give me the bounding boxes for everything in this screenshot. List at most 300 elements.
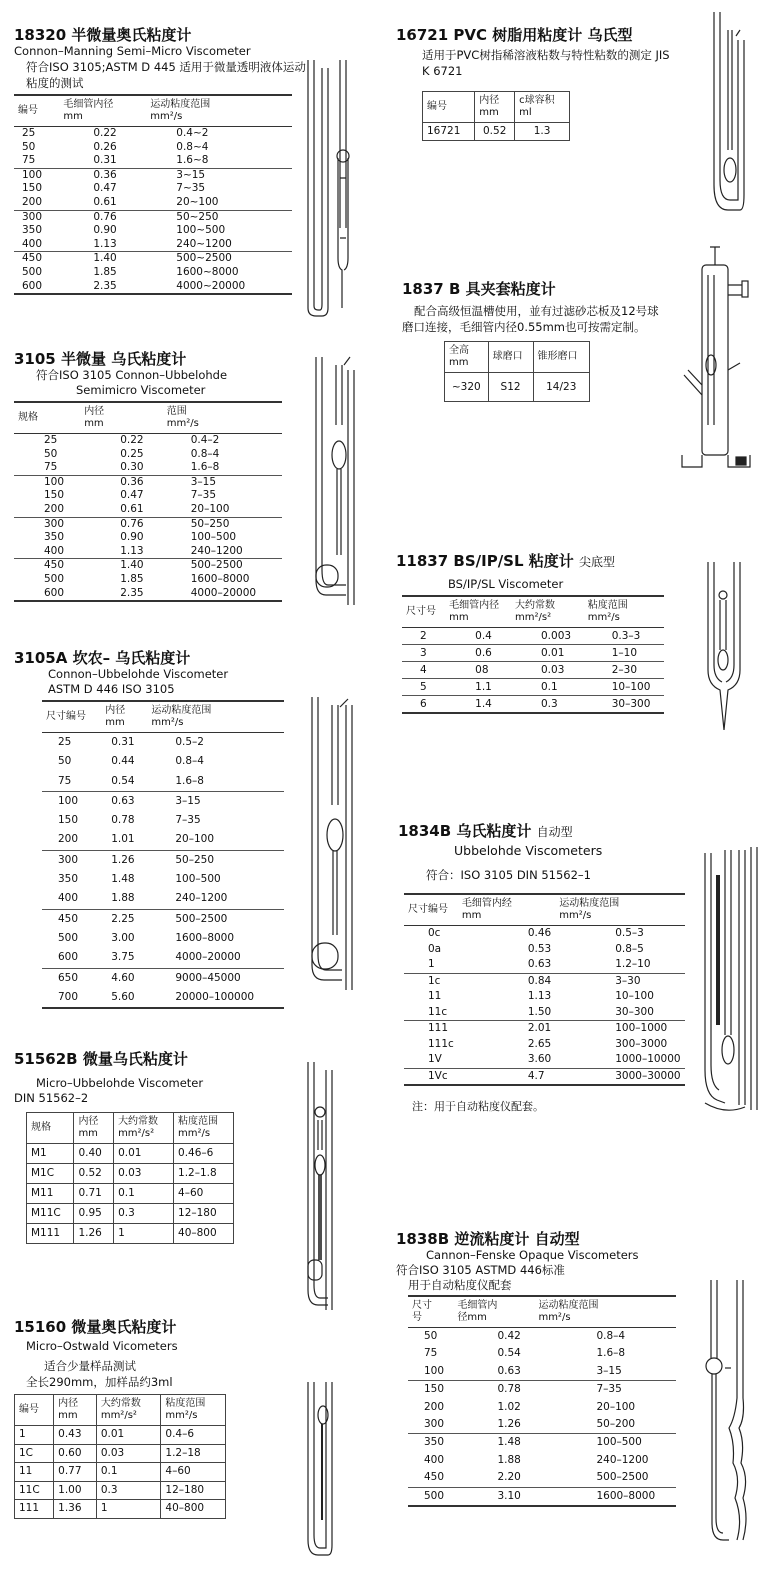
table-cell: 7–35 [190,489,217,502]
table-cell: M1 [27,1144,74,1164]
table-header: 编号 [14,95,59,127]
table-cell: 1.48 [453,1434,534,1452]
table-cell: 600 [58,951,79,964]
table-row [404,973,685,989]
table-row [27,1164,234,1184]
table-cell: 4–60 [174,1184,234,1204]
table-row [15,1500,226,1519]
table-cell: 0.01 [114,1144,174,1164]
section-18320 [14,26,304,295]
note-1834b: 注：用于自动粘度仪配套。 [412,1100,544,1113]
table-cell: 3.60 [527,1053,552,1065]
table-11837 [402,595,664,714]
table-cell: 4–60 [161,1463,226,1482]
subtitle-3105a-2: ASTM D 446 ISO 3105 [48,682,175,696]
table-15160 [14,1394,226,1519]
table-cell: 0.5–2 [175,736,204,748]
viscometer-11837-illustration [700,560,750,740]
table-cell: 1 [15,1426,54,1445]
table-cell: 1000–10000 [615,1053,681,1065]
table-cell: 0.78 [111,814,135,827]
table-cell: 1600–8000 [190,572,250,585]
table-cell: 1.26 [74,1224,114,1244]
table-cell: 16721 [423,123,475,141]
table-cell: 12–180 [174,1204,234,1224]
table-row [14,503,282,517]
subtitle-51562b-2: DIN 51562–2 [14,1091,89,1105]
table-cell: 0.40 [74,1144,114,1164]
table-header: 粘度范围 mm²/s [584,596,664,628]
table-row [15,1463,226,1482]
viscometer-1838b-illustration [705,1278,755,1558]
table-cell: 0.3 [96,1481,161,1500]
table-cell: 700 [42,988,101,1008]
table-cell: 3.00 [111,931,135,944]
table-cell: 100–1000 [555,1021,684,1037]
table-cell: 350 [408,1434,453,1452]
table-cell: 200 [44,502,65,515]
table-cell: 500–2500 [596,1471,649,1484]
table-cell: 1.1 [445,679,511,696]
table-cell: 0.90 [93,224,117,237]
table-cell: 400 [58,892,79,905]
table-row [14,141,292,155]
section-15160 [14,1318,304,1519]
table-cell: 7–35 [534,1381,676,1399]
table-cell: 1.36 [54,1500,97,1519]
table-row [14,127,292,141]
table-row [14,252,292,266]
table-cell: 1 [96,1500,161,1519]
table-row [42,948,284,968]
table-row [42,733,284,753]
table-cell: 4000–20000 [175,951,241,964]
table-row [14,517,282,531]
table-cell: 0.6 [445,645,511,662]
table-cell: 450 [42,909,101,929]
table-cell: 0.46–6 [174,1144,234,1164]
table-header: 内径 mm [54,1395,97,1426]
title-11837-main: 11837 BS/IP/SL 粘度计 [396,552,574,570]
table-cell: 0.01 [511,645,584,662]
table-cell: 30–300 [584,696,664,714]
table-cell: 3–15 [147,791,284,811]
table-cell: 1.3 [515,123,570,141]
subtitle-1834b-1: Ubbelohde Viscometers [454,843,603,858]
table-cell: 7–35 [175,814,201,827]
table-row [14,475,282,489]
table-row [14,154,292,168]
table-cell: 1.88 [111,892,135,905]
table-row [42,929,284,948]
subtitle-1834b-2: 符合：ISO 3105 DIN 51562–1 [426,868,591,882]
table-row [42,968,284,988]
table-cell: 9000–45000 [147,968,284,988]
table-cell: 0.26 [93,140,117,153]
table-cell: 240–1200 [175,892,228,905]
table-cell: 75 [58,774,72,787]
table-cell: 5.60 [101,988,147,1008]
table-cell: M11 [27,1184,74,1204]
table-row [42,850,284,870]
table-cell: 0.54 [497,1347,521,1360]
table-cell: 1.2–10 [615,958,651,970]
table-header: 范围 mm²/s [163,402,282,434]
table-cell: 0.4–2 [190,434,220,446]
table-cell: 400 [22,237,43,250]
table-cell: 0.47 [93,182,117,195]
table-cell: 0.53 [527,942,552,955]
table-cell: 7~35 [176,182,206,195]
table-cell: 100 [14,475,80,489]
table-header: 运动粘度范围 mm²/s [534,1296,676,1328]
table-cell: 3–15 [163,475,282,489]
table-header: 尺寸编号 [42,701,101,733]
table-cell: 0.71 [74,1184,114,1204]
desc-16721: 适用于PVC树指稀溶液粘数与特性粘数的测定 JIS K 6721 [422,48,670,78]
table-cell: 350 [44,531,65,544]
table-3105 [14,401,282,602]
table-row [27,1144,234,1164]
table-row [408,1434,676,1452]
table-row [15,1481,226,1500]
table-cell: 2 [420,630,427,642]
table-row [423,123,570,141]
table-cell: 1c [404,973,458,989]
table-row [14,531,282,545]
table-cell: 1.48 [111,873,135,886]
table-cell: 0.54 [111,774,135,787]
table-cell: 10–100 [584,679,664,696]
table-cell: 1.02 [497,1400,521,1413]
table-cell: 600 [14,280,59,295]
table-cell: 2.65 [527,1037,552,1050]
table-cell: 100 [42,791,101,811]
table-row [14,210,292,224]
table-cell: 0.84 [458,973,555,989]
table-cell: 500–2500 [147,909,284,929]
table-cell: 1.13 [120,544,144,557]
table-row [408,1452,676,1469]
table-row [14,448,282,462]
table-cell: 0.47 [120,489,144,502]
table-row [14,489,282,503]
table-row [408,1487,676,1506]
title-51562b: 51562B 微量乌氏粘度计 [14,1050,188,1068]
table-cell: 12–180 [161,1481,226,1500]
table-cell: 2.25 [101,909,147,929]
table-cell: 75 [44,461,58,474]
table-cell: 100 [14,168,59,182]
table-cell: 0.78 [453,1381,534,1399]
title-16721: 16721 PVC 树脂用粘度计 乌氏型 [396,26,633,44]
table-cell: 300 [14,210,59,224]
table-cell: 0.1 [96,1463,161,1482]
table-cell: 0.46 [527,927,552,939]
table-cell: M111 [27,1224,74,1244]
table-cell: 0.42 [497,1330,521,1342]
table-18320 [14,94,292,295]
table-cell: 450 [14,559,80,573]
table-cell: 1 [114,1224,174,1244]
table-cell: 0.8–4 [190,447,220,460]
table-row [402,628,664,645]
table-cell: 2.01 [458,1021,555,1037]
table-row [14,587,282,602]
table-cell: 1.6–8 [596,1347,626,1360]
table-row [14,224,292,238]
table-header: 内径 mm [80,402,163,434]
table-cell: 1.2–1.8 [174,1164,234,1184]
table-row [14,238,292,252]
table-cell: 2.35 [59,280,146,295]
table-3105a [42,700,284,1009]
table-row [404,1052,685,1068]
subtitle-3105-2: Semimicro Viscometer [76,383,206,397]
table-header: 编号 [15,1395,54,1426]
table-row [42,772,284,792]
table-header: 粘度范围 mm²/s [174,1113,234,1144]
viscometer-51562b-illustration [300,1060,340,1315]
table-cell: 1.13 [93,237,117,250]
table-cell: 10–100 [615,990,654,1002]
table-cell: 1 [428,958,435,970]
table-row [404,957,685,973]
table-cell: 1.01 [111,833,135,846]
table-cell: 1Vc [404,1068,458,1085]
table-cell: 11 [15,1463,54,1482]
table-cell: 111c [428,1037,454,1050]
table-cell: 14/23 [533,373,589,402]
table-row [42,909,284,929]
table-row [404,942,685,958]
table-cell: 1.85 [120,572,144,585]
table-51562b [26,1112,234,1244]
table-cell: 0.61 [93,195,117,208]
table-header: 锥形磨口 [533,342,589,373]
table-cell: 3.10 [453,1487,534,1506]
table-cell: 150 [44,489,65,502]
table-header: 内径 mm [101,701,147,733]
table-row [42,870,284,889]
table-cell: 0.31 [111,736,135,748]
table-cell: 150 [58,814,79,827]
table-cell: 500 [22,265,43,278]
table-cell: 450 [424,1471,445,1484]
desc-15160-1: 适合少量样品测试 [44,1359,136,1373]
table-row [408,1416,676,1434]
table-cell: 50 [58,755,72,768]
table-cell: 0.03 [96,1444,161,1463]
table-cell: 50 [22,140,36,153]
section-16721 [396,26,686,141]
viscometer-1837b-illustration [680,245,755,475]
table-cell: 200 [22,195,43,208]
table-header: 大约常数 mm²/s² [96,1395,161,1426]
table-cell: 3–30 [555,973,684,989]
subtitle-11837: BS/IP/SL Viscometer [448,577,564,591]
table-row [404,1068,685,1085]
table-cell: 75 [424,1347,438,1360]
table-cell: 1.40 [80,559,163,573]
table-row [402,662,664,679]
table-cell: 3~15 [146,168,292,182]
table-cell: 0.90 [120,531,144,544]
table-row [15,1426,226,1445]
table-row [14,182,292,196]
table-cell: 0.4 [475,630,492,642]
table-cell: 1.13 [527,990,552,1002]
table-header: 尺寸 号 [408,1296,453,1328]
table-cell: 0.25 [120,447,144,460]
table-1837b [444,341,590,402]
table-cell: 0.3 [114,1204,174,1224]
title-1834b-type: 自动型 [536,825,573,839]
table-cell: 20000–100000 [147,988,284,1008]
table-cell: 50 [424,1330,438,1342]
table-cell: 0.31 [93,154,117,167]
table-cell: 11c [428,1005,448,1018]
table-header: 全高 mm [445,342,489,373]
table-cell: 0.30 [120,461,144,474]
table-cell: 0.43 [54,1426,97,1445]
section-3105a [14,649,304,1009]
table-cell: 1.50 [527,1005,552,1018]
table-row [408,1345,676,1362]
desc-18320: 符合ISO 3105;ASTM D 445 适用于微量透明液体运动粘度的测试 [26,60,306,90]
table-cell: 1C [15,1444,54,1463]
table-header: c球容积 ml [515,92,570,123]
title-11837-type: 尖底型 [579,555,616,569]
table-header: 运动粘度范围 mm²/s [146,95,292,127]
table-cell: 50–250 [147,850,284,870]
table-cell: 50–250 [163,517,282,531]
table-cell: 4000–20000 [163,587,282,602]
table-cell: 200 [58,833,79,846]
table-cell: 0.8–5 [615,942,644,955]
viscometer-16721-illustration [700,10,750,220]
section-1834b [398,822,688,1114]
table-cell: 0c [428,927,441,939]
table-row [14,168,292,182]
table-cell: 0.8–4 [175,755,204,768]
table-cell: 1.00 [54,1481,97,1500]
table-1838b [408,1295,676,1507]
table-cell: 0.003 [541,630,572,642]
table-cell: 4000~20000 [146,280,292,295]
table-row [404,989,685,1005]
table-row [14,266,292,280]
table-cell: 20~100 [176,195,219,208]
table-row [404,1005,685,1021]
table-cell: 0.36 [80,475,163,489]
table-row [14,573,282,587]
table-cell: 25 [58,736,72,748]
table-header: 大约常数 mm²/s² [114,1113,174,1144]
table-cell: 0.4–6 [161,1426,226,1445]
section-11837 [396,552,686,714]
table-cell: 0.36 [59,168,146,182]
table-cell: 08 [445,662,511,679]
table-cell: 240~1200 [176,237,232,250]
table-row [42,830,284,850]
table-cell: 25 [22,127,36,139]
table-cell: 100–500 [190,531,237,544]
table-cell: 0.61 [120,502,144,515]
desc-1837b: 配合高级恒温槽使用，並有过滤砂芯板及12号球磨口连接，毛细管内径0.55mm也可按需定制。 [402,304,659,334]
table-cell: M11C [27,1204,74,1224]
title-1837b: 1837 B 具夹套粘度计 [402,280,556,298]
subtitle-3105-1: 符合ISO 3105 Connon–Ubbelohde [36,368,228,382]
viscometer-15160-illustration [300,1380,340,1565]
table-cell: 0.44 [111,755,135,768]
table-cell: 2.35 [80,587,163,602]
desc-15160-2: 全长290mm，加样品约3ml [26,1375,173,1389]
table-cell: 1.40 [59,252,146,266]
table-cell: 0.8~4 [176,140,209,153]
table-cell: 150 [22,182,43,195]
table-row [402,696,664,714]
table-cell: 0.1 [114,1184,174,1204]
table-cell: 650 [42,968,101,988]
table-cell: 1.6~8 [176,154,209,167]
table-row [14,545,282,559]
table-cell: 350 [58,873,79,886]
table-header: 编号 [423,92,475,123]
table-row [42,889,284,909]
table-cell: 20–100 [190,502,230,515]
table-cell: 1.85 [93,265,117,278]
table-cell: 4.60 [101,968,147,988]
table-cell: 75 [22,154,36,167]
section-1837b [402,280,672,402]
table-header: 尺寸号 [402,596,445,628]
table-cell: 500 [44,572,65,585]
table-row [27,1184,234,1204]
table-cell: 50 [44,447,58,460]
table-cell: 0.3 [511,696,584,714]
table-16721 [422,91,570,141]
title-3105a: 3105A 坎农– 乌氏粘度计 [14,649,191,667]
table-cell: 20–100 [596,1400,636,1413]
table-row [14,280,292,295]
table-cell: 1.26 [497,1418,521,1431]
table-cell: 100–500 [175,873,221,886]
table-row [42,811,284,830]
subtitle-3105a-1: Connon–Ubbelohde Viscometer [48,667,229,681]
title-1834b [398,822,688,841]
table-cell: 0.63 [527,958,552,970]
table-cell: 3.75 [111,951,135,964]
table-cell: 0.76 [59,210,146,224]
subtitle-18320: Connon–Manning Semi–Micro Viscometer [14,44,251,58]
table-cell: 400 [424,1453,445,1466]
table-header: 运动粘度范围 mm²/s [555,894,684,926]
table-row [14,196,292,210]
table-cell: 500 [408,1487,453,1506]
table-cell: 1V [428,1053,442,1065]
table-cell: 0.4~2 [176,127,209,139]
table-header: 粘度范围 mm²/s [161,1395,226,1426]
table-cell: 25 [44,434,58,446]
table-cell: 0.76 [80,517,163,531]
table-header: 大约常数 mm²/s² [511,596,584,628]
table-header: 内径 mm [475,92,515,123]
table-row [42,752,284,771]
subtitle-1838b-3: 用于自动粘度仪配套 [408,1278,512,1292]
table-row [42,988,284,1008]
table-row [14,461,282,475]
